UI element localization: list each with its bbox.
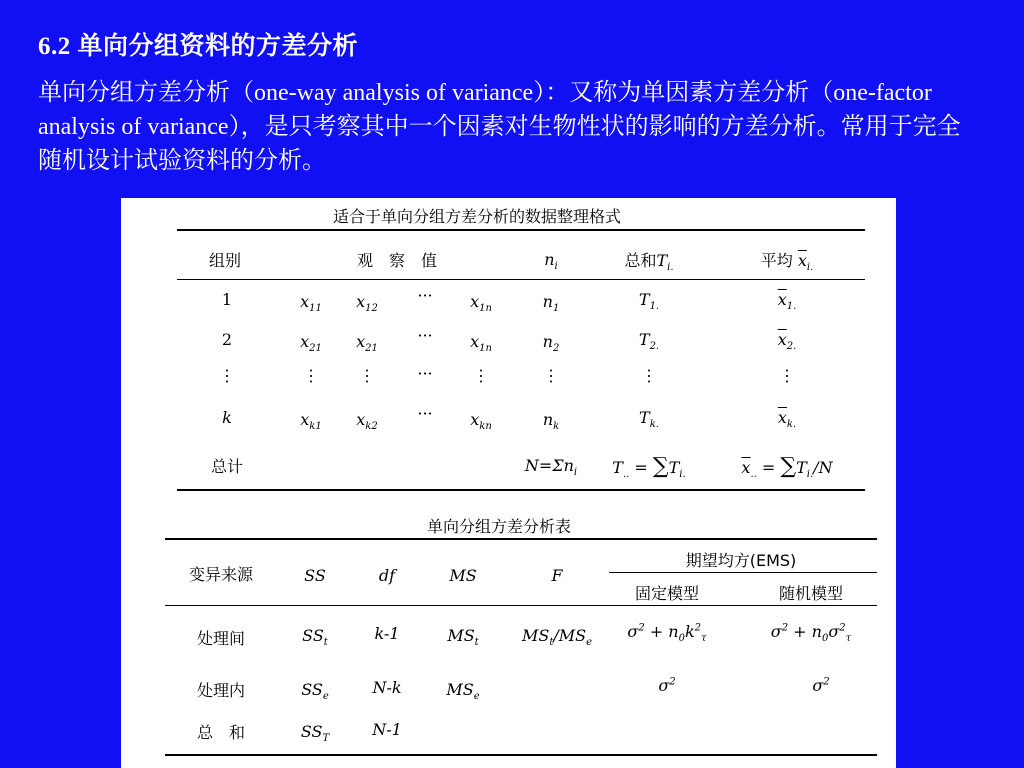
table2-bottom-rule [165,754,877,756]
t2-header-f: F [551,566,563,585]
t1-cell: $x_{k1}$ [300,410,322,433]
t2-row-source: 总 和 [196,723,246,742]
t2-cell-ms: $MS_e$ [446,680,480,703]
t1-total-mean: $\overline{x}_{..} = \sum T_{i.}/N$ [741,454,833,481]
t2-header-fixed: 固定模型 [634,584,700,603]
t1-header-group: 组别 [208,251,242,270]
t1-cell-n: $n_k$ [542,410,560,433]
t1-dots: ··· [417,364,433,383]
tables-figure [121,198,896,768]
t2-cell-ms: $MS_t$ [447,626,479,649]
t1-cell-mean: $\overline{x}_{2.}$ [777,330,797,353]
t2-cell-ss: $SS_T$ [300,722,330,745]
t2-cell-df: N-k [372,678,402,697]
t1-row-label: k [222,408,232,427]
t1-vdots: ⋮ [779,366,795,385]
t2-cell-df: N-1 [372,720,402,739]
t1-header-ni: $n_i$ [544,250,558,273]
t1-row-label: 1 [221,290,233,309]
t2-cell-f: $MS_t/MS_e$ [521,626,593,649]
t2-header-random: 随机模型 [778,584,844,603]
t2-header-df: df [378,566,396,585]
t1-total-label: 总计 [210,457,244,476]
t2-row-source: 处理间 [196,629,246,648]
t2-cell-fixed: $\sigma^2$ [658,676,676,695]
t2-header-source: 变异来源 [188,565,254,584]
table1-bottom-rule [177,489,865,491]
t1-vdots: ⋮ [543,366,559,385]
table1-top-rule [177,229,865,231]
t1-vdots: ⋮ [359,366,375,385]
t1-cell-mean: $\overline{x}_{1.}$ [777,290,797,313]
t2-cell-random: $\sigma^2 + n_0\sigma^2_\tau$ [770,622,852,645]
t1-cell-sum: $T_{2.}$ [638,330,660,353]
t2-cell-ss: $SS_t$ [302,626,328,649]
t2-header-ss: SS [304,566,326,585]
t1-cell: $x_{21}$ [300,332,322,355]
t2-ems-rule [609,572,877,573]
t2-cell-fixed: $\sigma^2 + n_0k^2_\tau$ [627,622,707,645]
t1-header-sum: 总和$T_{i.}$ [624,251,674,274]
t1-header-mean: 平均 $\overline{x}_{i.}$ [760,251,814,274]
slide-title: 6.2 单向分组资料的方差分析 [38,33,359,60]
t1-vdots: ⋮ [641,366,657,385]
table1-mid-rule [177,279,865,280]
table2-top-rule [165,538,877,540]
t1-vdots: ⋮ [473,366,489,385]
t1-total-sum: $T_{..} = \sum T_{i.}$ [612,454,686,481]
t2-cell-ss: $SS_e$ [301,680,329,703]
t1-total-n: $N=\Sigma n_i$ [524,456,578,479]
t1-cell: $x_{1n}$ [470,332,492,355]
t1-cell-sum: $T_{1.}$ [638,290,660,313]
table2-caption: 单向分组方差分析表 [427,517,572,536]
intro-paragraph: 单向分组方差分析（one-way analysis of variance）：又称为单因素方差分析（one-factor analysis of variance），是只考察其中一个因素对生物性状的影响的方差分析。常用于完全随机设计试验资料的分析。 [38,80,961,174]
t1-cell: $x_{k2}$ [356,410,378,433]
t1-cell: $x_{kn}$ [470,410,492,433]
t1-cell: $x_{12}$ [356,292,378,315]
t1-cell: $x_{1n}$ [470,292,492,315]
t1-dots: ··· [417,286,433,305]
t1-vdots: ⋮ [219,366,235,385]
t1-cell-mean: $\overline{x}_{k.}$ [777,408,797,431]
t1-vdots: ⋮ [303,366,319,385]
t1-dots: ··· [417,404,433,423]
t1-header-obs: 观 察 值 [356,251,438,270]
t1-dots: ··· [417,326,433,345]
t2-cell-random: $\sigma^2$ [812,676,830,695]
table2-mid-rule [165,605,877,606]
table1-caption: 适合于单向分组方差分析的数据整理格式 [333,207,622,226]
t2-cell-df: k-1 [374,624,400,643]
t2-header-ems: 期望均方(EMS) [685,551,797,570]
t1-cell-n: $n_2$ [542,332,560,355]
t1-cell: $x_{21}$ [356,332,378,355]
t2-row-source: 处理内 [196,681,246,700]
t1-cell-sum: $T_{k.}$ [639,408,659,431]
t2-header-ms: MS [449,566,477,585]
t1-cell: $x_{11}$ [300,292,322,315]
t1-cell-n: $n_1$ [542,292,560,315]
t1-row-label: 2 [221,330,233,349]
